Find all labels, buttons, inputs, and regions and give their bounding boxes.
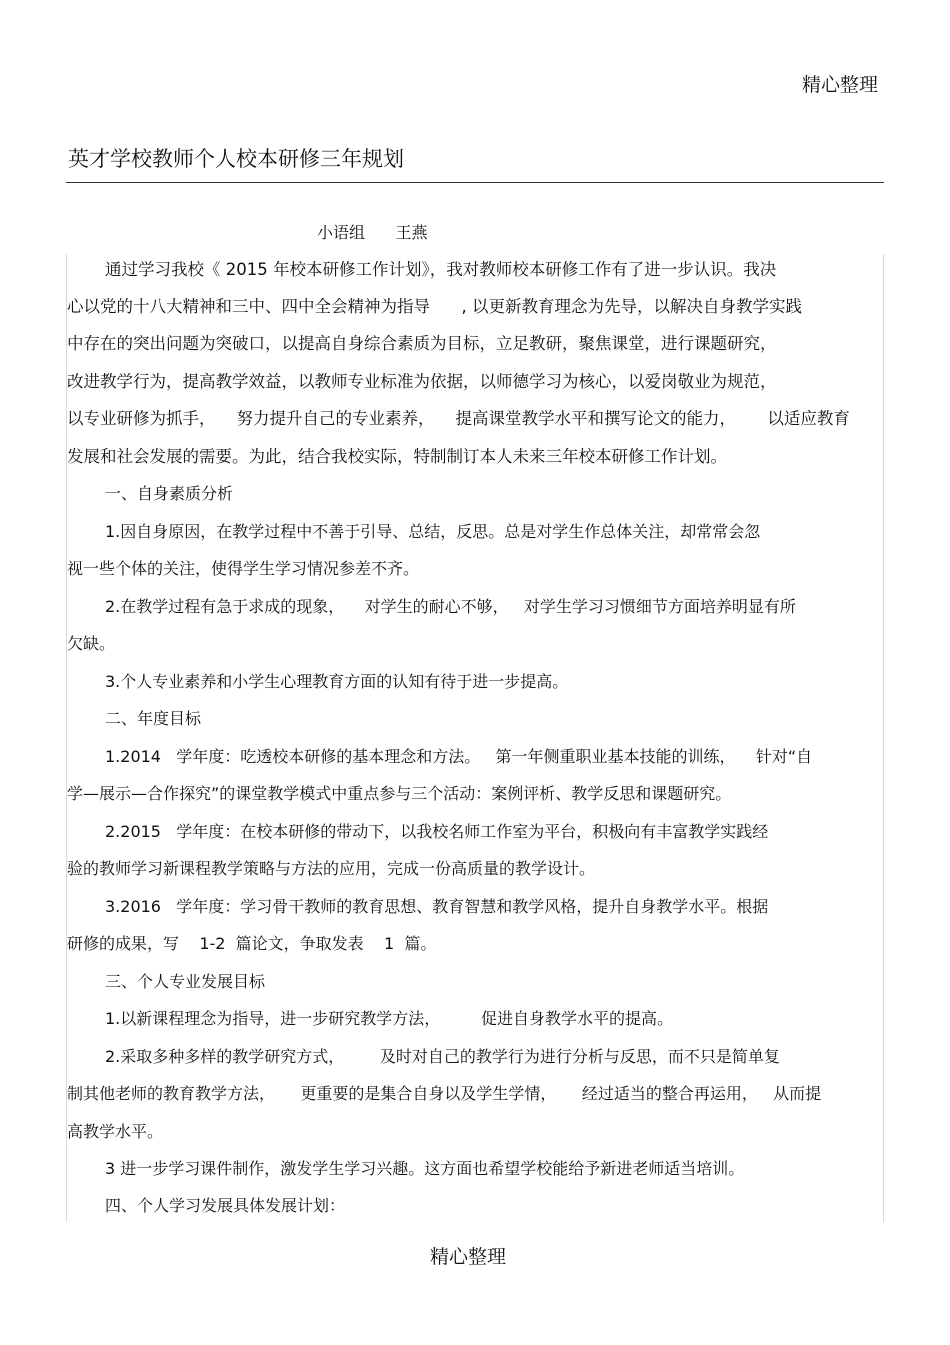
body-line: 改进教学行为，提高教学效益，以教师专业标准为依据，以师德学习为核心，以爱岗敬业为规范， [67, 372, 777, 391]
body-line: 3.2016 学年度：学习骨干教师的教育思想、教育智慧和教学风格，提升自身教学水平。根据 [105, 897, 769, 916]
body-line: 2.在教学过程有急于求成的现象， 对学生的耐心不够， 对学生学习习惯细节方面培养明显有所 [105, 597, 796, 616]
section-heading: 二、年度目标 [105, 709, 202, 728]
body-line: 3.个人专业素养和小学生心理教育方面的认知有待于进一步提高。 [105, 672, 569, 691]
body-line: 学—展示—合作探究”的课堂教学模式中重点参与三个活动：案例评析、教学反思和课题研究。 [67, 784, 732, 803]
header-mark: 精心整理 [801, 74, 878, 96]
author-line: 小语组 王燕 [317, 223, 428, 242]
body-line: 视一些个体的关注，使得学生学习情况参差不齐。 [67, 559, 420, 578]
body-line: 通过学习我校《 2015 年校本研修工作计划》，我对教师校本研修工作有了进一步认识。我决 [105, 260, 777, 279]
body-line: 以专业研修为抓手， 努力提升自己的专业素养， 提高课堂教学水平和撰写论文的能力， 以适应教育 [67, 409, 850, 428]
body-line: 1.因自身原因，在教学过程中不善于引导、总结，反思。总是对学生作总体关注，却常常会忽 [105, 522, 761, 541]
body-line: 1.2014 学年度：吃透校本研修的基本理念和方法。 第一年侧重职业基本技能的训练， 针对“自 [105, 747, 813, 766]
body-line: 2.2015 学年度：在校本研修的带动下，以我校名师工作室为平台，积极向有丰富教学实践经 [105, 822, 769, 841]
section-heading: 一、自身素质分析 [105, 484, 234, 503]
section-heading: 四、个人学习发展具体发展计划： [105, 1196, 346, 1215]
body-line: 制其他老师的教育教学方法， 更重要的是集合自身以及学生学情， 经过适当的整合再运用， 从而提 [67, 1084, 822, 1103]
body-line: 1.以新课程理念为指导，进一步研究教学方法， 促进自身教学水平的提高。 [105, 1009, 673, 1028]
body-line: 中存在的突出问题为突破口，以提高自身综合素质为目标，立足教研，聚焦课堂，进行课题研究， [67, 334, 777, 353]
body-line: 欠缺。 [67, 634, 116, 653]
left-margin-line [66, 254, 67, 1222]
body-line: 3 进一步学习课件制作，激发学生学习兴趣。这方面也希望学校能给予新进老师适当培训。 [105, 1159, 745, 1178]
body-line: 研修的成果，写 1-2 篇论文，争取发表 1 篇。 [67, 934, 437, 953]
body-line: 2.采取多种多样的教学研究方式， 及时对自己的教学行为进行分析与反思，而不只是简单复 [105, 1047, 780, 1066]
section-heading: 三、个人专业发展目标 [105, 972, 266, 991]
body-line: 发展和社会发展的需要。为此，结合我校实际，特制制订本人未来三年校本研修工作计划。 [67, 447, 727, 466]
footer-mark: 精心整理 [430, 1246, 507, 1268]
body-line: 心以党的十八大精神和三中、四中全会精神为指导 , 以更新教育理念为先导，以解决自身教学实践 [67, 297, 802, 316]
document-title: 英才学校教师个人校本研修三年规划 [68, 147, 404, 171]
right-margin-line [883, 254, 884, 1222]
title-divider [66, 182, 884, 183]
body-line: 高教学水平。 [67, 1122, 164, 1141]
body-line: 验的教师学习新课程教学策略与方法的应用，完成一份高质量的教学设计。 [67, 859, 596, 878]
